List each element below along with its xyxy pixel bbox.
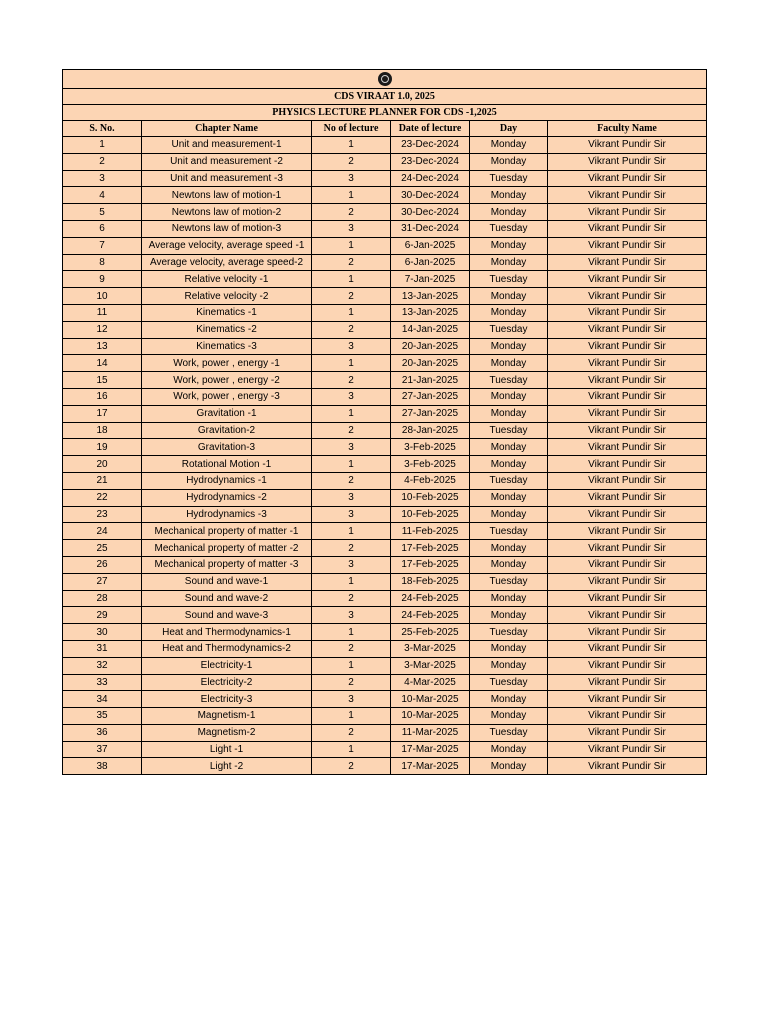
cell-faculty: Vikrant Pundir Sir (548, 405, 707, 422)
cell-lecture-count: 1 (312, 708, 391, 725)
cell-day: Monday (470, 506, 548, 523)
table-row (63, 439, 707, 456)
cell-date: 4-Mar-2025 (391, 674, 470, 691)
cell-sno: 35 (63, 708, 142, 725)
table-row (63, 556, 707, 573)
cell-chapter: Hydrodynamics -3 (142, 506, 312, 523)
cell-date: 10-Mar-2025 (391, 691, 470, 708)
cell-faculty: Vikrant Pundir Sir (548, 288, 707, 305)
cell-lecture-count: 2 (312, 204, 391, 221)
cell-chapter: Hydrodynamics -2 (142, 489, 312, 506)
cell-day: Monday (470, 237, 548, 254)
cell-faculty: Vikrant Pundir Sir (548, 137, 707, 154)
cell-faculty: Vikrant Pundir Sir (548, 674, 707, 691)
table-row (63, 271, 707, 288)
cell-lecture-count: 3 (312, 338, 391, 355)
cell-faculty: Vikrant Pundir Sir (548, 254, 707, 271)
cell-date: 20-Jan-2025 (391, 355, 470, 372)
cell-chapter: Sound and wave-1 (142, 573, 312, 590)
table-row (63, 170, 707, 187)
cell-chapter: Sound and wave-2 (142, 590, 312, 607)
cell-faculty: Vikrant Pundir Sir (548, 489, 707, 506)
cell-sno: 9 (63, 271, 142, 288)
cell-faculty: Vikrant Pundir Sir (548, 472, 707, 489)
cell-faculty: Vikrant Pundir Sir (548, 657, 707, 674)
cell-sno: 38 (63, 758, 142, 775)
sheet-title: CDS VIRAAT 1.0, 2025 (63, 89, 707, 105)
cell-chapter: Relative velocity -1 (142, 271, 312, 288)
cell-date: 20-Jan-2025 (391, 338, 470, 355)
cell-lecture-count: 2 (312, 422, 391, 439)
header-lecture-count: No of lecture (312, 121, 391, 137)
cell-chapter: Gravitation -1 (142, 405, 312, 422)
table-row (63, 624, 707, 641)
cell-lecture-count: 2 (312, 640, 391, 657)
logo-cell (63, 70, 707, 89)
cell-lecture-count: 1 (312, 657, 391, 674)
emblem-logo-icon (378, 72, 392, 86)
cell-lecture-count: 3 (312, 607, 391, 624)
cell-lecture-count: 3 (312, 170, 391, 187)
cell-lecture-count: 2 (312, 288, 391, 305)
cell-date: 27-Jan-2025 (391, 405, 470, 422)
cell-lecture-count: 1 (312, 456, 391, 473)
cell-date: 24-Feb-2025 (391, 590, 470, 607)
table-row (63, 489, 707, 506)
cell-date: 3-Mar-2025 (391, 657, 470, 674)
cell-faculty: Vikrant Pundir Sir (548, 523, 707, 540)
cell-sno: 33 (63, 674, 142, 691)
cell-date: 30-Dec-2024 (391, 204, 470, 221)
table-row (63, 355, 707, 372)
cell-date: 11-Mar-2025 (391, 724, 470, 741)
cell-date: 27-Jan-2025 (391, 388, 470, 405)
table-row (63, 288, 707, 305)
cell-day: Monday (470, 607, 548, 624)
cell-lecture-count: 1 (312, 523, 391, 540)
subtitle-row (63, 105, 707, 121)
table-row (63, 388, 707, 405)
cell-date: 25-Feb-2025 (391, 624, 470, 641)
header-sno: S. No. (63, 121, 142, 137)
cell-faculty: Vikrant Pundir Sir (548, 556, 707, 573)
cell-lecture-count: 1 (312, 304, 391, 321)
cell-date: 6-Jan-2025 (391, 237, 470, 254)
cell-chapter: Gravitation-3 (142, 439, 312, 456)
cell-day: Monday (470, 137, 548, 154)
table-row (63, 590, 707, 607)
cell-lecture-count: 1 (312, 271, 391, 288)
cell-day: Tuesday (470, 523, 548, 540)
cell-day: Monday (470, 489, 548, 506)
cell-lecture-count: 1 (312, 137, 391, 154)
cell-sno: 11 (63, 304, 142, 321)
cell-date: 18-Feb-2025 (391, 573, 470, 590)
cell-date: 4-Feb-2025 (391, 472, 470, 489)
table-row (63, 338, 707, 355)
cell-sno: 23 (63, 506, 142, 523)
table-row (63, 691, 707, 708)
cell-sno: 18 (63, 422, 142, 439)
cell-chapter: Rotational Motion -1 (142, 456, 312, 473)
cell-date: 11-Feb-2025 (391, 523, 470, 540)
cell-chapter: Mechanical property of matter -3 (142, 556, 312, 573)
table-row (63, 758, 707, 775)
cell-date: 31-Dec-2024 (391, 220, 470, 237)
cell-chapter: Kinematics -2 (142, 321, 312, 338)
cell-chapter: Electricity-2 (142, 674, 312, 691)
cell-day: Tuesday (470, 170, 548, 187)
cell-day: Monday (470, 187, 548, 204)
cell-faculty: Vikrant Pundir Sir (548, 506, 707, 523)
cell-day: Monday (470, 691, 548, 708)
cell-lecture-count: 2 (312, 540, 391, 557)
cell-lecture-count: 1 (312, 624, 391, 641)
cell-day: Monday (470, 204, 548, 221)
cell-faculty: Vikrant Pundir Sir (548, 456, 707, 473)
cell-sno: 5 (63, 204, 142, 221)
cell-day: Monday (470, 590, 548, 607)
cell-lecture-count: 3 (312, 388, 391, 405)
cell-date: 30-Dec-2024 (391, 187, 470, 204)
cell-lecture-count: 2 (312, 674, 391, 691)
cell-chapter: Light -1 (142, 741, 312, 758)
cell-lecture-count: 2 (312, 590, 391, 607)
cell-chapter: Unit and measurement -3 (142, 170, 312, 187)
cell-day: Monday (470, 405, 548, 422)
cell-lecture-count: 3 (312, 691, 391, 708)
title-row (63, 89, 707, 105)
cell-chapter: Work, power , energy -2 (142, 372, 312, 389)
cell-faculty: Vikrant Pundir Sir (548, 338, 707, 355)
cell-chapter: Newtons law of motion-1 (142, 187, 312, 204)
cell-day: Tuesday (470, 321, 548, 338)
cell-sno: 1 (63, 137, 142, 154)
cell-faculty: Vikrant Pundir Sir (548, 422, 707, 439)
cell-sno: 22 (63, 489, 142, 506)
cell-faculty: Vikrant Pundir Sir (548, 624, 707, 641)
table-row (63, 321, 707, 338)
cell-chapter: Average velocity, average speed-2 (142, 254, 312, 271)
cell-faculty: Vikrant Pundir Sir (548, 153, 707, 170)
cell-lecture-count: 2 (312, 758, 391, 775)
cell-chapter: Relative velocity -2 (142, 288, 312, 305)
cell-faculty: Vikrant Pundir Sir (548, 640, 707, 657)
cell-faculty: Vikrant Pundir Sir (548, 741, 707, 758)
cell-date: 17-Mar-2025 (391, 741, 470, 758)
cell-day: Monday (470, 540, 548, 557)
cell-chapter: Electricity-3 (142, 691, 312, 708)
cell-date: 10-Mar-2025 (391, 708, 470, 725)
cell-chapter: Kinematics -3 (142, 338, 312, 355)
cell-day: Monday (470, 439, 548, 456)
cell-day: Tuesday (470, 724, 548, 741)
cell-day: Tuesday (470, 372, 548, 389)
cell-day: Monday (470, 304, 548, 321)
cell-chapter: Work, power , energy -3 (142, 388, 312, 405)
cell-day: Monday (470, 355, 548, 372)
table-row (63, 372, 707, 389)
cell-faculty: Vikrant Pundir Sir (548, 388, 707, 405)
cell-date: 10-Feb-2025 (391, 489, 470, 506)
cell-chapter: Gravitation-2 (142, 422, 312, 439)
cell-sno: 7 (63, 237, 142, 254)
cell-chapter: Average velocity, average speed -1 (142, 237, 312, 254)
cell-day: Monday (470, 456, 548, 473)
cell-faculty: Vikrant Pundir Sir (548, 204, 707, 221)
header-faculty: Faculty Name (548, 121, 707, 137)
cell-sno: 36 (63, 724, 142, 741)
logo-row (63, 70, 707, 89)
cell-lecture-count: 1 (312, 405, 391, 422)
cell-lecture-count: 3 (312, 556, 391, 573)
cell-day: Tuesday (470, 220, 548, 237)
cell-day: Monday (470, 758, 548, 775)
cell-date: 17-Feb-2025 (391, 540, 470, 557)
cell-sno: 31 (63, 640, 142, 657)
cell-day: Monday (470, 741, 548, 758)
table-row (63, 607, 707, 624)
cell-sno: 19 (63, 439, 142, 456)
cell-day: Monday (470, 153, 548, 170)
table-row (63, 153, 707, 170)
cell-lecture-count: 2 (312, 372, 391, 389)
cell-faculty: Vikrant Pundir Sir (548, 220, 707, 237)
cell-faculty: Vikrant Pundir Sir (548, 321, 707, 338)
table-row (63, 708, 707, 725)
header-day: Day (470, 121, 548, 137)
cell-day: Monday (470, 254, 548, 271)
cell-lecture-count: 3 (312, 506, 391, 523)
table-row (63, 137, 707, 154)
cell-date: 14-Jan-2025 (391, 321, 470, 338)
cell-chapter: Unit and measurement-1 (142, 137, 312, 154)
cell-chapter: Newtons law of motion-3 (142, 220, 312, 237)
cell-day: Monday (470, 338, 548, 355)
cell-day: Monday (470, 556, 548, 573)
table-row (63, 405, 707, 422)
table-row (63, 523, 707, 540)
cell-sno: 24 (63, 523, 142, 540)
cell-faculty: Vikrant Pundir Sir (548, 170, 707, 187)
cell-faculty: Vikrant Pundir Sir (548, 237, 707, 254)
cell-sno: 26 (63, 556, 142, 573)
cell-faculty: Vikrant Pundir Sir (548, 758, 707, 775)
cell-sno: 17 (63, 405, 142, 422)
cell-chapter: Mechanical property of matter -2 (142, 540, 312, 557)
table-row (63, 187, 707, 204)
cell-day: Tuesday (470, 422, 548, 439)
table-row (63, 220, 707, 237)
cell-sno: 25 (63, 540, 142, 557)
cell-date: 7-Jan-2025 (391, 271, 470, 288)
cell-faculty: Vikrant Pundir Sir (548, 607, 707, 624)
cell-faculty: Vikrant Pundir Sir (548, 724, 707, 741)
cell-day: Tuesday (470, 573, 548, 590)
cell-faculty: Vikrant Pundir Sir (548, 691, 707, 708)
table-body (63, 137, 707, 775)
table-row (63, 422, 707, 439)
cell-lecture-count: 1 (312, 237, 391, 254)
cell-sno: 14 (63, 355, 142, 372)
cell-sno: 13 (63, 338, 142, 355)
cell-sno: 2 (63, 153, 142, 170)
cell-lecture-count: 2 (312, 472, 391, 489)
table-row (63, 237, 707, 254)
cell-sno: 6 (63, 220, 142, 237)
cell-chapter: Work, power , energy -1 (142, 355, 312, 372)
table-row (63, 657, 707, 674)
cell-date: 23-Dec-2024 (391, 153, 470, 170)
cell-date: 13-Jan-2025 (391, 304, 470, 321)
cell-lecture-count: 2 (312, 321, 391, 338)
cell-chapter: Electricity-1 (142, 657, 312, 674)
cell-faculty: Vikrant Pundir Sir (548, 540, 707, 557)
cell-chapter: Newtons law of motion-2 (142, 204, 312, 221)
cell-date: 21-Jan-2025 (391, 372, 470, 389)
cell-sno: 16 (63, 388, 142, 405)
cell-chapter: Kinematics -1 (142, 304, 312, 321)
lecture-planner-table (62, 69, 707, 775)
table-row (63, 674, 707, 691)
table-row (63, 741, 707, 758)
cell-sno: 37 (63, 741, 142, 758)
table-row (63, 540, 707, 557)
cell-faculty: Vikrant Pundir Sir (548, 304, 707, 321)
header-date: Date of lecture (391, 121, 470, 137)
cell-lecture-count: 1 (312, 355, 391, 372)
cell-date: 3-Feb-2025 (391, 456, 470, 473)
cell-sno: 15 (63, 372, 142, 389)
cell-chapter: Hydrodynamics -1 (142, 472, 312, 489)
cell-day: Tuesday (470, 271, 548, 288)
cell-chapter: Sound and wave-3 (142, 607, 312, 624)
header-row (63, 121, 707, 137)
cell-date: 13-Jan-2025 (391, 288, 470, 305)
cell-faculty: Vikrant Pundir Sir (548, 708, 707, 725)
cell-day: Tuesday (470, 624, 548, 641)
table-row (63, 640, 707, 657)
table-row (63, 254, 707, 271)
cell-sno: 28 (63, 590, 142, 607)
cell-sno: 10 (63, 288, 142, 305)
cell-date: 3-Feb-2025 (391, 439, 470, 456)
cell-sno: 30 (63, 624, 142, 641)
table-row (63, 204, 707, 221)
table-row (63, 456, 707, 473)
cell-day: Monday (470, 640, 548, 657)
cell-faculty: Vikrant Pundir Sir (548, 372, 707, 389)
sheet-subtitle: PHYSICS LECTURE PLANNER FOR CDS -1,2025 (63, 105, 707, 121)
cell-faculty: Vikrant Pundir Sir (548, 355, 707, 372)
cell-date: 24-Dec-2024 (391, 170, 470, 187)
cell-lecture-count: 2 (312, 724, 391, 741)
cell-day: Monday (470, 288, 548, 305)
cell-sno: 12 (63, 321, 142, 338)
cell-chapter: Magnetism-1 (142, 708, 312, 725)
cell-date: 10-Feb-2025 (391, 506, 470, 523)
cell-date: 6-Jan-2025 (391, 254, 470, 271)
cell-chapter: Light -2 (142, 758, 312, 775)
cell-faculty: Vikrant Pundir Sir (548, 271, 707, 288)
cell-faculty: Vikrant Pundir Sir (548, 573, 707, 590)
cell-date: 24-Feb-2025 (391, 607, 470, 624)
cell-faculty: Vikrant Pundir Sir (548, 439, 707, 456)
cell-day: Monday (470, 657, 548, 674)
cell-faculty: Vikrant Pundir Sir (548, 187, 707, 204)
cell-lecture-count: 1 (312, 187, 391, 204)
cell-chapter: Heat and Thermodynamics-1 (142, 624, 312, 641)
header-chapter: Chapter Name (142, 121, 312, 137)
table-row (63, 472, 707, 489)
cell-lecture-count: 1 (312, 573, 391, 590)
cell-sno: 27 (63, 573, 142, 590)
cell-chapter: Heat and Thermodynamics-2 (142, 640, 312, 657)
cell-chapter: Magnetism-2 (142, 724, 312, 741)
cell-sno: 3 (63, 170, 142, 187)
cell-sno: 20 (63, 456, 142, 473)
cell-date: 3-Mar-2025 (391, 640, 470, 657)
cell-sno: 32 (63, 657, 142, 674)
table-row (63, 573, 707, 590)
cell-lecture-count: 3 (312, 220, 391, 237)
cell-sno: 21 (63, 472, 142, 489)
cell-chapter: Unit and measurement -2 (142, 153, 312, 170)
cell-day: Monday (470, 708, 548, 725)
cell-day: Monday (470, 388, 548, 405)
cell-lecture-count: 3 (312, 439, 391, 456)
cell-day: Tuesday (470, 674, 548, 691)
cell-sno: 8 (63, 254, 142, 271)
table-row (63, 506, 707, 523)
cell-date: 17-Feb-2025 (391, 556, 470, 573)
cell-sno: 4 (63, 187, 142, 204)
cell-date: 28-Jan-2025 (391, 422, 470, 439)
table-row (63, 304, 707, 321)
cell-chapter: Mechanical property of matter -1 (142, 523, 312, 540)
cell-sno: 29 (63, 607, 142, 624)
cell-day: Tuesday (470, 472, 548, 489)
table-row (63, 724, 707, 741)
cell-sno: 34 (63, 691, 142, 708)
cell-lecture-count: 3 (312, 489, 391, 506)
cell-faculty: Vikrant Pundir Sir (548, 590, 707, 607)
cell-lecture-count: 2 (312, 153, 391, 170)
cell-date: 23-Dec-2024 (391, 137, 470, 154)
cell-lecture-count: 1 (312, 741, 391, 758)
cell-date: 17-Mar-2025 (391, 758, 470, 775)
cell-lecture-count: 2 (312, 254, 391, 271)
